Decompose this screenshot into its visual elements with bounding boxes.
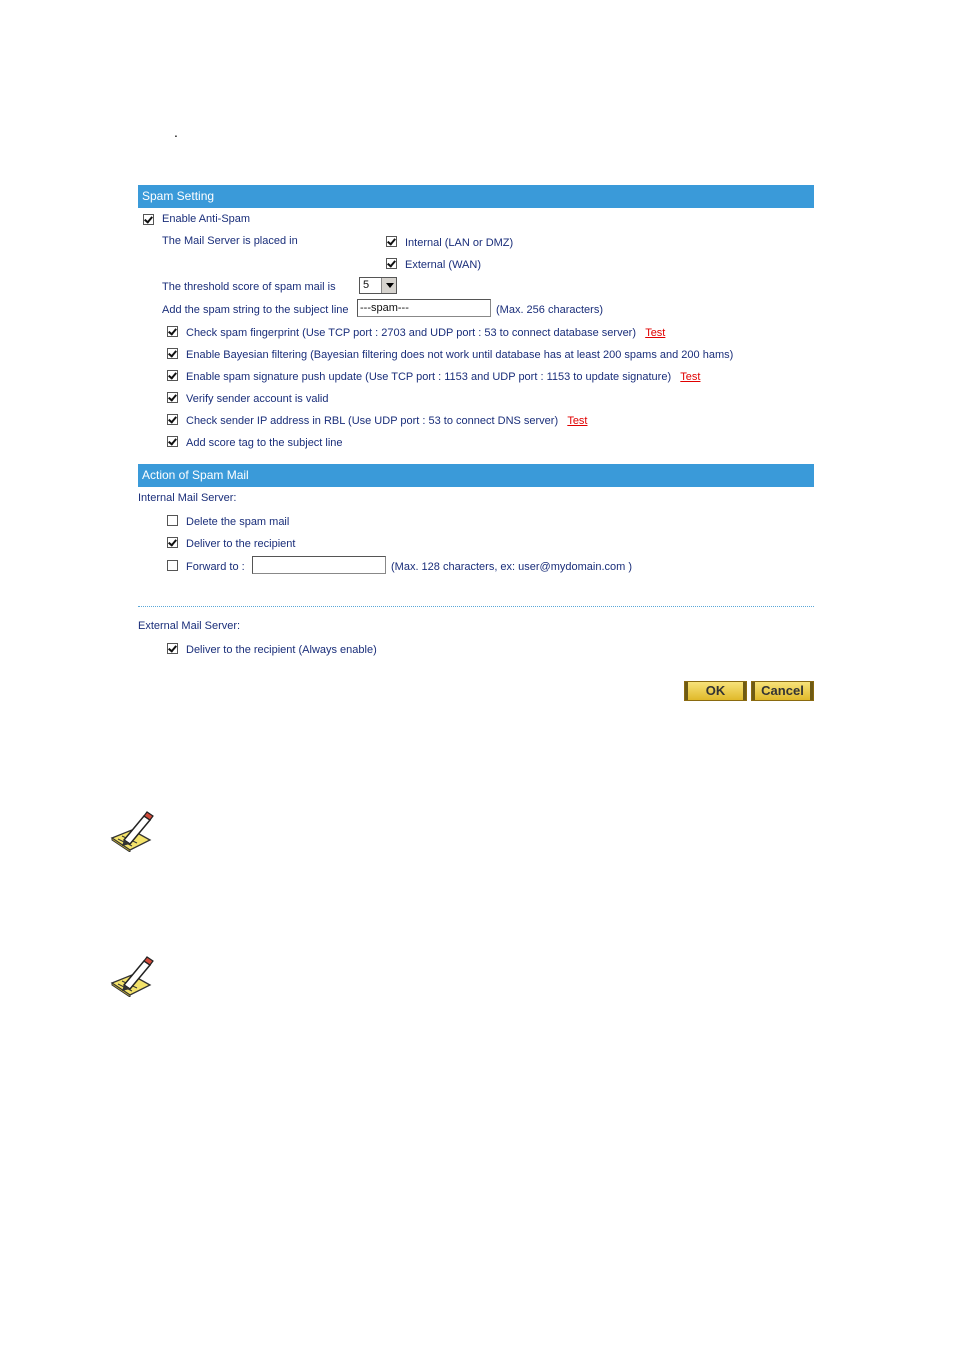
test-link[interactable]: Test — [645, 327, 666, 339]
cancel-button[interactable]: Cancel — [751, 681, 814, 701]
option-label: Enable Bayesian filtering (Bayesian filtering does not work until database has at least 200 spams and 200 hams) — [186, 349, 734, 361]
external-mail-server-label: External Mail Server: — [138, 620, 241, 632]
threshold-value: 5 — [363, 279, 370, 291]
subject-string-input[interactable]: ---spam--- — [357, 299, 491, 317]
option-label: Add score tag to the subject line — [186, 437, 343, 449]
delete-spam-label: Delete the spam mail — [186, 516, 290, 528]
option-bayesian — [186, 348, 733, 362]
enable-anti-spam-label: Enable Anti-Spam — [162, 213, 251, 225]
external-deliver-label: Deliver to the recipient (Always enable) — [186, 644, 377, 656]
option-verify-sender — [186, 392, 328, 406]
deliver-recipient-checkbox[interactable] — [167, 537, 178, 548]
option-checkbox[interactable] — [167, 436, 178, 447]
option-rbl — [186, 414, 588, 428]
subject-string-label: Add the spam string to the subject line — [162, 304, 349, 316]
forward-input[interactable] — [252, 556, 386, 574]
action-header: Action of Spam Mail — [138, 464, 814, 487]
forward-checkbox[interactable] — [167, 560, 178, 571]
internal-mail-server-label: Internal Mail Server: — [138, 492, 237, 504]
test-link[interactable]: Test — [680, 371, 701, 383]
pencil-note-icon — [110, 810, 154, 852]
mail-server-placed-label: The Mail Server is placed in — [162, 235, 298, 247]
spam-setting-header: Spam Setting — [138, 185, 814, 208]
threshold-select[interactable] — [359, 277, 397, 294]
ok-button[interactable]: OK — [684, 681, 747, 701]
option-label: Enable spam signature push update (Use TCP port : 1153 and UDP port : 1153 to update signature) — [186, 371, 672, 383]
external-deliver-checkbox[interactable] — [167, 643, 178, 654]
internal-label: Internal (LAN or DMZ) — [405, 237, 514, 249]
subject-string-hint: (Max. 256 characters) — [496, 304, 603, 316]
delete-spam-checkbox[interactable] — [167, 515, 178, 526]
option-checkbox[interactable] — [167, 414, 178, 425]
option-fingerprint — [186, 326, 665, 340]
deliver-recipient-label: Deliver to the recipient — [186, 538, 296, 550]
option-checkbox[interactable] — [167, 392, 178, 403]
forward-hint: (Max. 128 characters, ex: user@mydomain.com ) — [391, 561, 633, 573]
chevron-down-icon[interactable] — [381, 278, 396, 293]
forward-label: Forward to : — [186, 561, 245, 573]
external-label: External (WAN) — [405, 259, 481, 271]
option-score-tag — [186, 436, 343, 450]
option-checkbox[interactable] — [167, 370, 178, 381]
external-checkbox[interactable] — [386, 258, 397, 269]
internal-checkbox[interactable] — [386, 236, 397, 247]
option-checkbox[interactable] — [167, 348, 178, 359]
enable-anti-spam-checkbox[interactable] — [143, 214, 154, 225]
option-label: Check spam fingerprint (Use TCP port : 2703 and UDP port : 53 to connect database server) — [186, 327, 637, 339]
test-link[interactable]: Test — [567, 415, 588, 427]
threshold-label: The threshold score of spam mail is — [162, 281, 336, 293]
divider — [138, 606, 814, 607]
option-checkbox[interactable] — [167, 326, 178, 337]
option-push-update — [186, 370, 700, 384]
marker-dot: . — [174, 124, 178, 140]
pencil-note-icon — [110, 955, 154, 997]
option-label: Check sender IP address in RBL (Use UDP port : 53 to connect DNS server) — [186, 415, 559, 427]
option-label: Verify sender account is valid — [186, 393, 329, 405]
